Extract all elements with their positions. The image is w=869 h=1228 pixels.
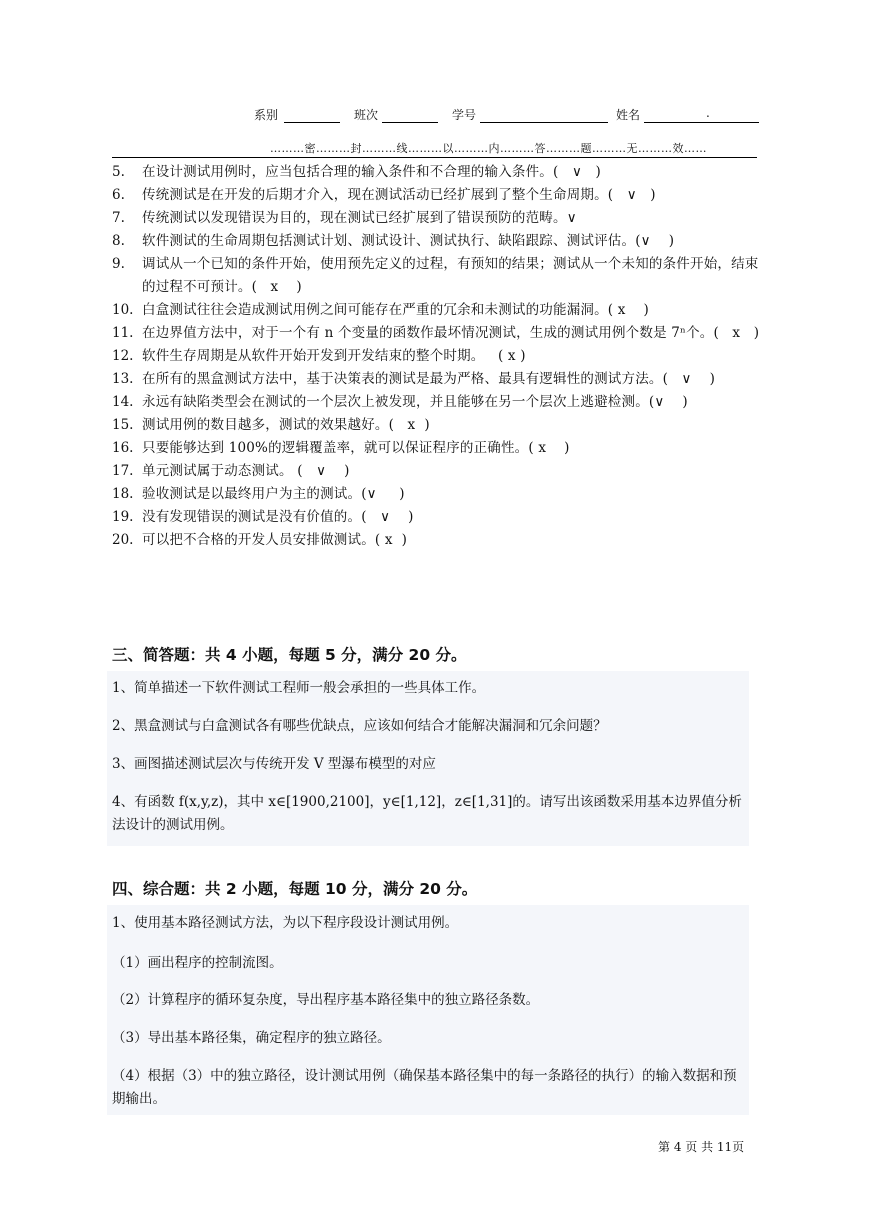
- tf-item-number: 17.: [112, 463, 134, 479]
- tf-item: [112, 391, 762, 414]
- tf-item-number: 5.: [112, 164, 125, 180]
- short-answer-question-4: 4、有函数 f(x,y,z)，其中 x∈[1900,2100]，y∈[1,12]，z∈[1,31]的。请写出该函数采用基本边界值分析法设计的测试用例。: [112, 794, 742, 833]
- tf-item-number: 20.: [112, 532, 134, 548]
- tf-item: [112, 506, 762, 529]
- tf-item-text: 软件测试的生命周期包括测试计划、测试设计、测试执行、缺陷跟踪、测试评估。(∨ ): [142, 233, 675, 249]
- true-false-list: [112, 161, 762, 552]
- tf-item: [112, 529, 762, 552]
- tf-item: [112, 253, 762, 299]
- sub-question-1: （1）画出程序的控制流图。: [112, 955, 283, 971]
- tf-item-text: 软件生存周期是从软件开始开发到开发结束的整个时期。 ( x ): [142, 348, 526, 364]
- tf-item-text: 在设计测试用例时，应当包括合理的输入条件和不合理的输入条件。( ∨ ): [142, 164, 601, 180]
- name-label: 姓名: [616, 108, 641, 122]
- tf-item-number: 12.: [112, 348, 134, 364]
- tf-item-number: 9.: [112, 256, 125, 272]
- tf-item: [112, 414, 762, 437]
- name-field-dot: .: [706, 106, 710, 120]
- tf-item-text: 传统测试以发现错误为目的，现在测试已经扩展到了错误预防的范畴。∨: [142, 210, 577, 226]
- section4-title: 四、综合题：共 2 小题，每题 10 分，满分 20 分。: [112, 880, 478, 898]
- header-rule: [112, 157, 757, 158]
- tf-item-text: 验收测试是以最终用户为主的测试。(∨ ): [142, 486, 405, 502]
- tf-item-text: 没有发现错误的测试是没有价值的。( ∨ ): [142, 509, 414, 525]
- name-field[interactable]: [644, 122, 759, 123]
- section4-box: [107, 905, 749, 1115]
- tf-item: [112, 299, 762, 322]
- tf-item-text: 只要能够达到 100%的逻辑覆盖率，就可以保证程序的正确性。( x ): [142, 440, 570, 456]
- tf-item: [112, 437, 762, 460]
- tf-item-number: 18.: [112, 486, 134, 502]
- tf-item-text: 测试用例的数目越多，测试的效果越好。( x ): [142, 417, 430, 433]
- tf-item-text: 在所有的黑盒测试方法中，基于决策表的测试是最为严格、最具有逻辑性的测试方法。( ∨ ): [142, 371, 716, 387]
- seal-line: ………密………封………线………以………内………答………题………无………效……: [270, 142, 707, 155]
- tf-item-text: 永远有缺陷类型会在测试的一个层次上被发现，并且能够在另一个层次上逃避检测。(∨ ): [142, 394, 688, 410]
- student-info-header: [254, 106, 759, 126]
- tf-item-text: 在边界值方法中，对于一个有 n 个变量的函数作最坏情况测试，生成的测试用例个数是 7ⁿ个。( x ): [142, 325, 760, 341]
- sub-question-2: （2）计算程序的循环复杂度，导出程序基本路径集中的独立路径条数。: [112, 992, 540, 1008]
- section3-box: [107, 671, 749, 846]
- tf-item: [112, 483, 762, 506]
- tf-item-number: 6.: [112, 187, 125, 203]
- tf-item-text: 调试从一个已知的条件开始，使用预先定义的过程，有预知的结果；测试从一个未知的条件开始，结束的过程不可预计。( x ): [142, 256, 759, 295]
- tf-item: [112, 345, 762, 368]
- tf-item: [112, 207, 762, 230]
- tf-item-text: 单元测试属于动态测试。 ( ∨ ): [142, 463, 350, 479]
- tf-item-text: 传统测试是在开发的后期才介入，现在测试活动已经扩展到了整个生命周期。( ∨ ): [142, 187, 656, 203]
- page-number: 第 4 页 共 11页: [658, 1140, 745, 1154]
- tf-item-number: 15.: [112, 417, 134, 433]
- dept-label: 系别: [254, 108, 279, 122]
- tf-item: [112, 230, 762, 253]
- tf-item: [112, 184, 762, 207]
- tf-item-number: 16.: [112, 440, 134, 456]
- tf-item: [112, 368, 762, 391]
- tf-item-number: 7.: [112, 210, 125, 226]
- tf-item-number: 10.: [112, 302, 134, 318]
- tf-item-number: 8.: [112, 233, 125, 249]
- class-field[interactable]: [382, 122, 438, 123]
- tf-item-number: 13.: [112, 371, 134, 387]
- sub-question-3: （3）导出基本路径集，确定程序的独立路径。: [112, 1030, 391, 1046]
- tf-item: [112, 460, 762, 483]
- tf-item-number: 11.: [112, 325, 134, 341]
- tf-item: [112, 322, 762, 345]
- short-answer-question-2: 2、黑盒测试与白盒测试各有哪些优缺点，应该如何结合才能解决漏洞和冗余问题？: [112, 718, 607, 734]
- tf-item: [112, 161, 762, 184]
- student-id-label: 学号: [452, 108, 477, 122]
- comprehensive-question-1: 1、使用基本路径测试方法，为以下程序段设计测试用例。: [112, 915, 459, 931]
- short-answer-question-3: 3、画图描述测试层次与传统开发 V 型瀑布模型的对应: [112, 756, 436, 772]
- tf-item-text: 可以把不合格的开发人员安排做测试。( x ): [142, 532, 408, 548]
- student-id-field[interactable]: [480, 122, 608, 123]
- section3-title: 三、简答题：共 4 小题，每题 5 分，满分 20 分。: [112, 646, 467, 664]
- tf-item-number: 19.: [112, 509, 134, 525]
- short-answer-question-1: 1、简单描述一下软件测试工程师一般会承担的一些具体工作。: [112, 680, 486, 696]
- dept-field[interactable]: [284, 122, 340, 123]
- tf-item-text: 白盒测试往往会造成测试用例之间可能存在严重的冗余和未测试的功能漏洞。( x ): [142, 302, 650, 318]
- class-label: 班次: [354, 108, 379, 122]
- sub-question-4: （4）根据（3）中的独立路径，设计测试用例（确保基本路径集中的每一条路径的执行）的输入数据和预期输出。: [112, 1068, 737, 1107]
- tf-item-number: 14.: [112, 394, 134, 410]
